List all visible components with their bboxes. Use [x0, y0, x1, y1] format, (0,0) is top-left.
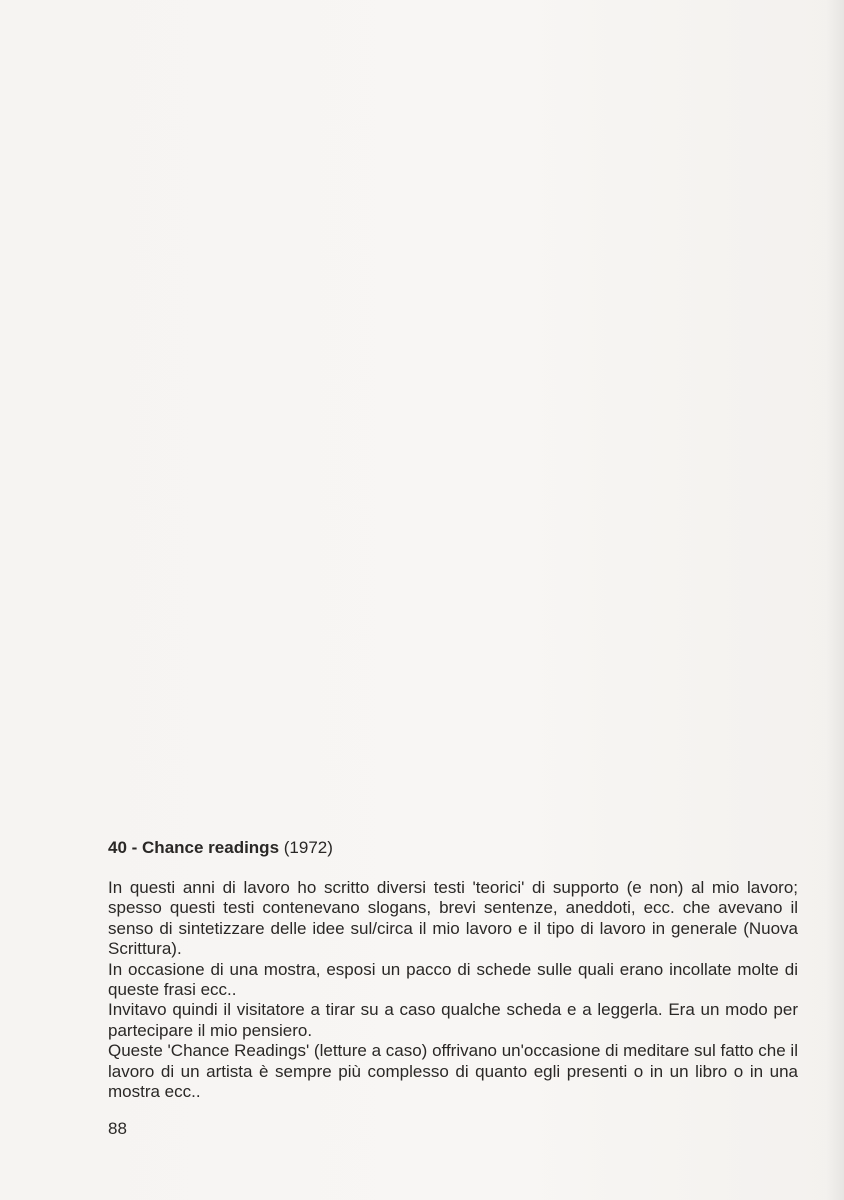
section-title: Chance readings: [142, 838, 280, 857]
section-number: 40: [108, 838, 127, 857]
body-text: [108, 878, 798, 1102]
paragraph-4: Queste 'Chance Readings' (letture a caso) offrivano un'occasione di meditare sul fatto che il lavoro di un artista è sempre più complesso di quanto egli presenti o in un libro o in una mostra ecc..: [108, 1041, 798, 1102]
section-heading: [108, 836, 798, 860]
paragraph-3: Invitavo quindi il visitatore a tirar su a caso qualche scheda e a leggerla. Era un modo per partecipare il mio pensiero.: [108, 1000, 798, 1040]
section-separator: -: [126, 838, 143, 857]
page-number: 88: [108, 1119, 127, 1138]
section-year: (1972): [279, 838, 333, 857]
paragraph-2: In occasione di una mostra, esposi un pacco di schede sulle quali erano incollate molte di queste frasi ecc..: [108, 959, 798, 1000]
paragraph-1: In questi anni di lavoro ho scritto diversi testi 'teorici' di supporto (e non) al mio lavoro; spesso questi testi contenevano slogans, brevi sentenze, aneddoti, ecc. che avevano il senso di sintetizzare delle idee sul/circa il mio lavoro e il tipo di lavoro in generale (Nuova Scrittura).: [108, 878, 798, 959]
page-edge-shadow: [826, 0, 844, 1200]
